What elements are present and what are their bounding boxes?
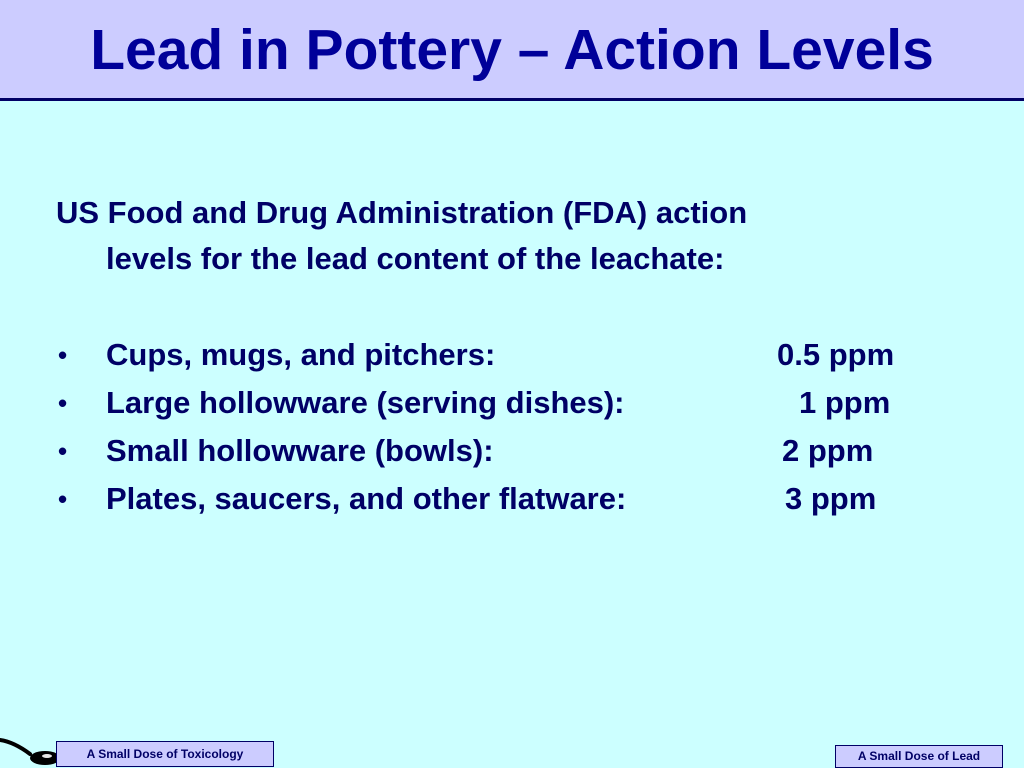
intro-line-2: levels for the lead content of the leachate:: [106, 241, 725, 276]
item-label: Cups, mugs, and pitchers:: [106, 337, 496, 372]
item-label: Plates, saucers, and other flatware:: [106, 481, 627, 516]
list-item: [56, 379, 976, 427]
bullet-icon: •: [58, 436, 68, 466]
footer-toxicology-label: A Small Dose of Toxicology: [56, 741, 274, 767]
action-level-list: [56, 331, 976, 523]
title-bar: [0, 0, 1024, 101]
item-value: 2 ppm: [782, 433, 874, 468]
footer-lead-label: A Small Dose of Lead: [835, 745, 1003, 768]
item-label: Large hollowware (serving dishes):: [106, 385, 625, 420]
bullet-icon: •: [58, 388, 68, 418]
item-label: Small hollowware (bowls):: [106, 433, 494, 468]
spoon-icon: [0, 734, 64, 768]
list-item: [56, 475, 976, 523]
bullet-icon: •: [58, 340, 68, 370]
slide-title: Lead in Pottery – Action Levels: [90, 18, 934, 82]
item-value: 3 ppm: [785, 481, 877, 516]
intro-text: [56, 190, 976, 282]
item-value: 1 ppm: [799, 385, 891, 420]
list-item: [56, 427, 976, 475]
list-item: [56, 331, 976, 379]
item-value: 0.5 ppm: [777, 337, 895, 372]
bullet-icon: •: [58, 484, 68, 514]
intro-line-1: US Food and Drug Administration (FDA) action: [56, 195, 748, 230]
